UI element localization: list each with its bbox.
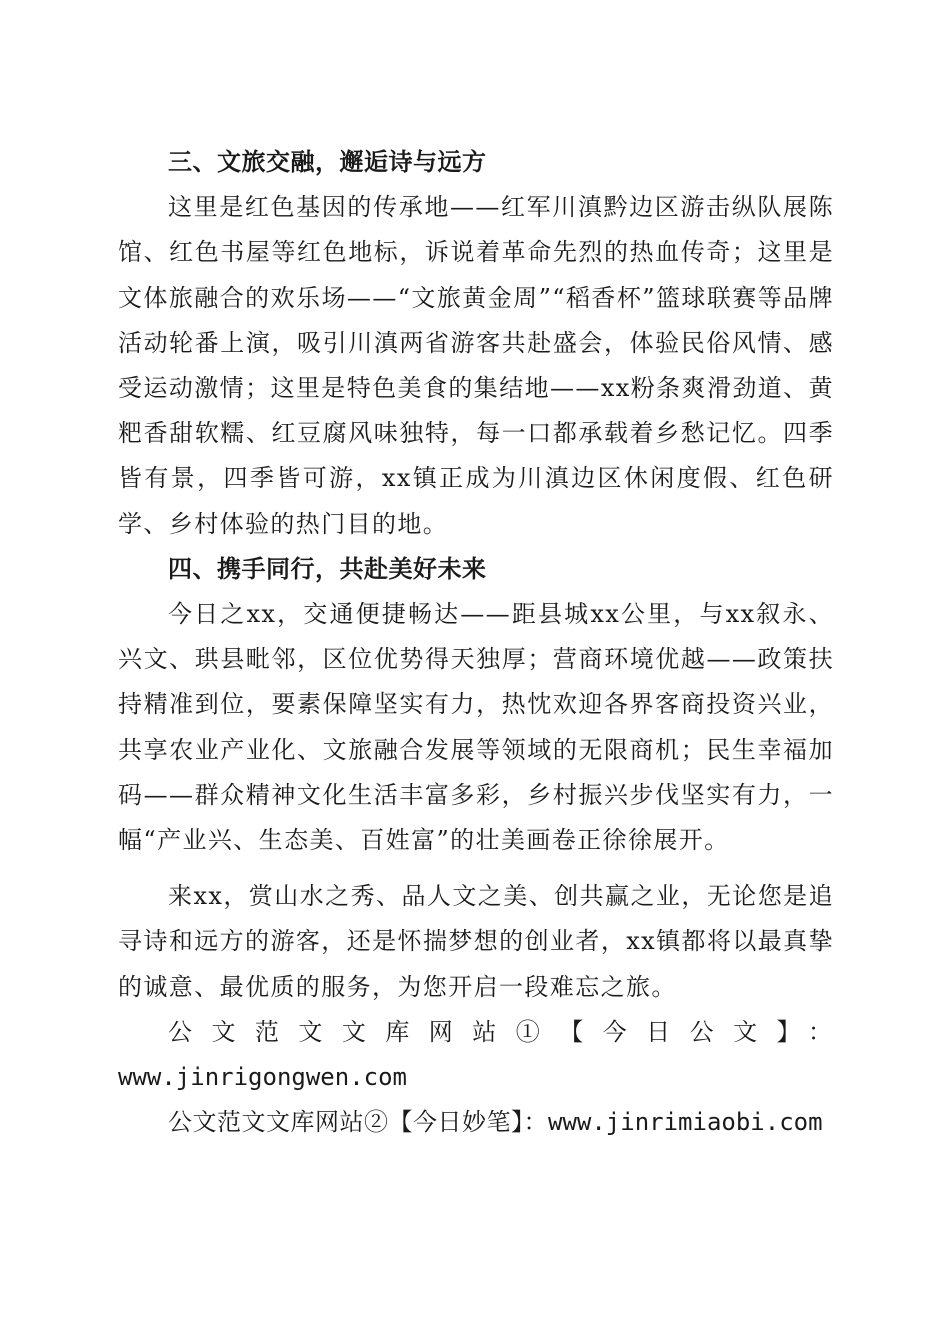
site1-url[interactable]: www.jinrigongwen.com <box>118 1063 407 1092</box>
closing-paragraph: 来xx，赏山水之秀、品人文之美、创共赢之业，无论您是追寻诗和远方的游客，还是怀揣梦想的创业者，xx镇都将以最真挚的诚意、最优质的服务，为您开启一段难忘之旅。 <box>118 882 834 1001</box>
section4-heading: 四、携手同行，共赴美好未来 <box>168 554 487 583</box>
section4-paragraph: 今日之xx，交通便捷畅达——距县城xx公里，与xx叙永、兴文、珙县毗邻，区位优势得天独厚；营商环境优越——政策扶持精准到位，要素保障坚实有力，热忱欢迎各界客商投资兴业，共享农业产业化、文旅融合发展等领域的无限商机；民生幸福加码——群众精神文化生活丰富多彩，乡村振兴步伐坚实有力，一幅“产业兴、生态美、百姓富”的壮美画卷正徐徐展开。 <box>118 600 834 855</box>
site2-url[interactable]: www.jinrimiaobi.com <box>548 1108 823 1137</box>
site2-label: 公文范文文库网站②【今日妙笔】： <box>168 1108 548 1137</box>
site1-label: 公文范文文库网站①【今日公文】： <box>168 1017 834 1046</box>
section3-heading: 三、文旅交融，邂逅诗与远方 <box>168 148 487 176</box>
site2-line <box>118 1100 834 1145</box>
section3-paragraph: 这里是红色基因的传承地——红军川滇黔边区游击纵队展陈馆、红色书屋等红色地标，诉说着革命先烈的热血传奇；这里是文体旅融合的欢乐场——“文旅黄金周”“稻香杯”篮球联赛等品牌活动轮番上演，吸引川滇两省游客共赴盛会，体验民俗风情、感受运动激情；这里是特色美食的集结地——xx粉条爽滑劲道、黄粑香甜软糯、红豆腐风味独特，每一口都承载着乡愁记忆。四季皆有景，四季皆可游，xx镇正成为川滇边区休闲度假、红色研学、乡村体验的热门目的地。 <box>118 193 834 538</box>
document-page <box>118 140 834 1145</box>
